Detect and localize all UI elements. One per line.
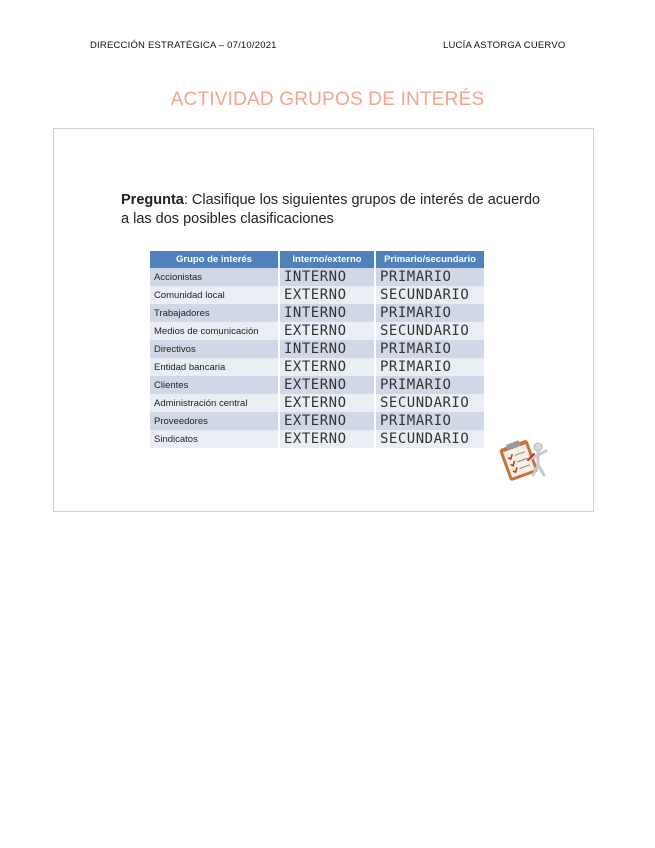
cell-clase: PRIMARIO (375, 340, 484, 358)
cell-clase: SECUNDARIO (375, 286, 484, 304)
cell-tipo: EXTERNO (279, 358, 375, 376)
table-row (150, 322, 484, 340)
page-title: ACTIVIDAD GRUPOS DE INTERÉS (170, 89, 485, 110)
header-right-author: LUCÍA ASTORGA CUERVO (443, 40, 566, 51)
cell-grupo: Entidad bancaria (150, 358, 279, 376)
table-row (150, 286, 484, 304)
table-row (150, 376, 484, 394)
cell-tipo: EXTERNO (279, 394, 375, 412)
question-text (121, 191, 541, 229)
table-row (150, 358, 484, 376)
cell-grupo: Accionistas (150, 268, 279, 286)
cell-tipo: INTERNO (279, 340, 375, 358)
cell-clase: SECUNDARIO (375, 394, 484, 412)
cell-grupo: Directivos (150, 340, 279, 358)
cell-clase: PRIMARIO (375, 268, 484, 286)
cell-grupo: Sindicatos (150, 430, 279, 448)
cell-grupo: Trabajadores (150, 304, 279, 322)
table-row (150, 394, 484, 412)
stakeholder-table (150, 251, 484, 448)
cell-tipo: INTERNO (279, 304, 375, 322)
question-label: Pregunta (121, 192, 184, 208)
header-primario-secundario: Primario/secundario (375, 251, 484, 268)
slide-image (53, 128, 594, 512)
cell-grupo: Comunidad local (150, 286, 279, 304)
cell-clase: PRIMARIO (375, 376, 484, 394)
header-left-text: DIRECCIÓN ESTRATÉGICA – 07/10/2021 (90, 40, 277, 51)
cell-grupo: Proveedores (150, 412, 279, 430)
cell-grupo: Administración central (150, 394, 279, 412)
cell-clase: PRIMARIO (375, 412, 484, 430)
cell-clase: PRIMARIO (375, 304, 484, 322)
cell-clase: PRIMARIO (375, 358, 484, 376)
header-grupo: Grupo de interés (150, 251, 279, 268)
clipboard-checklist-icon (498, 435, 550, 481)
table-row (150, 430, 484, 448)
header-interno-externo: Interno/externo (279, 251, 375, 268)
cell-tipo: EXTERNO (279, 322, 375, 340)
table-row (150, 268, 484, 286)
cell-clase: SECUNDARIO (375, 430, 484, 448)
cell-clase: SECUNDARIO (375, 322, 484, 340)
cell-tipo: EXTERNO (279, 430, 375, 448)
question-body: : Clasifique los siguientes grupos de interés de acuerdo a las dos posibles clasificaciones (121, 192, 541, 227)
table-row (150, 412, 484, 430)
table-header-row (150, 251, 484, 268)
cell-grupo: Clientes (150, 376, 279, 394)
cell-tipo: INTERNO (279, 268, 375, 286)
cell-tipo: EXTERNO (279, 286, 375, 304)
table-row (150, 340, 484, 358)
cell-tipo: EXTERNO (279, 376, 375, 394)
table-row (150, 304, 484, 322)
cell-tipo: EXTERNO (279, 412, 375, 430)
cell-grupo: Medios de comunicación (150, 322, 279, 340)
